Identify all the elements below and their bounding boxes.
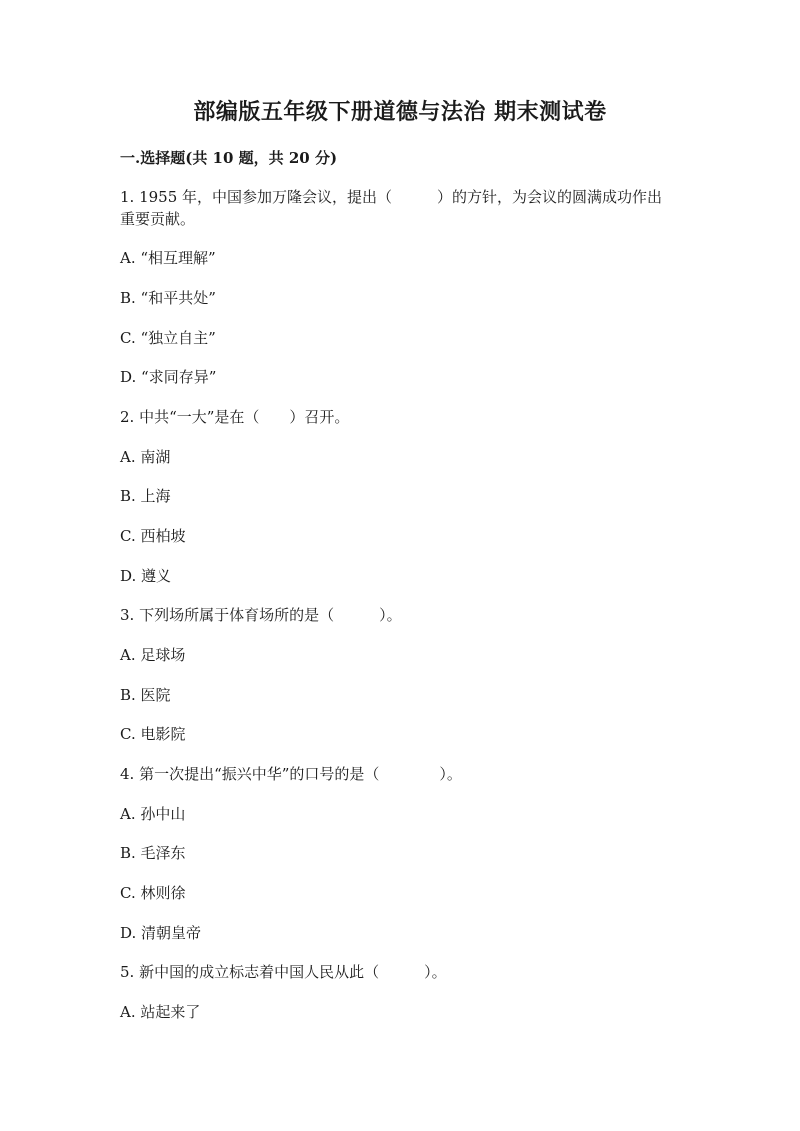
section-heading: 一.选择题(共 10 题，共 20 分) — [120, 149, 338, 167]
question-4-option-a: A. 孙中山 — [120, 805, 186, 823]
question-3-option-c: C. 电影院 — [120, 725, 186, 743]
question-4-option-d: D. 清朝皇帝 — [120, 924, 202, 942]
page-title: 部编版五年级下册道德与法治 期末测试卷 — [193, 99, 607, 125]
question-3-stem: 3. 下列场所属于体育场所的是（ ）。 — [120, 606, 402, 624]
question-4-stem: 4. 第一次提出“振兴中华”的口号的是（ ）。 — [120, 765, 462, 783]
question-1-option-a: A. “相互理解” — [120, 249, 216, 267]
question-2-option-d: D. 遵义 — [120, 567, 172, 585]
question-2-option-b: B. 上海 — [120, 487, 171, 505]
question-1-option-d: D. “求同存异” — [120, 368, 217, 386]
question-5-option-a: A. 站起来了 — [120, 1003, 201, 1021]
question-4-option-c: C. 林则徐 — [120, 884, 186, 902]
question-2-stem: 2. 中共“一大”是在（ ）召开。 — [120, 408, 350, 426]
question-1-option-c: C. “独立自主” — [120, 329, 216, 347]
question-1-stem: 1. 1955 年，中国参加万隆会议，提出（ ）的方针，为会议的圆满成功作出重要贡献。 — [120, 188, 663, 228]
question-2-option-c: C. 西柏坡 — [120, 527, 186, 545]
question-2-option-a: A. 南湖 — [120, 448, 171, 466]
question-4-option-b: B. 毛泽东 — [120, 844, 186, 862]
question-1-option-b: B. “和平共处” — [120, 289, 216, 307]
question-3-option-a: A. 足球场 — [120, 646, 186, 664]
question-5-stem: 5. 新中国的成立标志着中国人民从此（ ）。 — [120, 963, 447, 981]
question-3-option-b: B. 医院 — [120, 686, 171, 704]
